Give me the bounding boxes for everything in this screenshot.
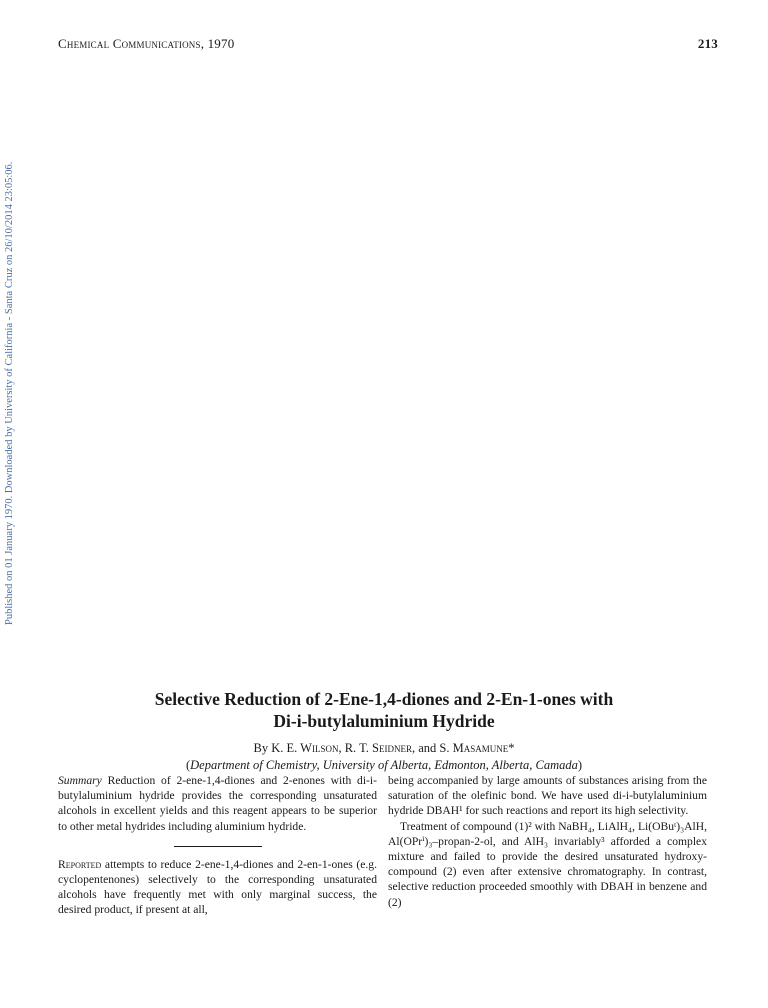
summary-paragraph — [58, 773, 377, 834]
body-paragraph-1 — [58, 857, 377, 918]
title-block — [0, 688, 768, 774]
summary-divider — [174, 846, 262, 847]
summary-label: Summary — [58, 774, 102, 787]
body-paragraph-2: Treatment of compound (1)² with NaBH₄, LiAlH₄, Li(OBuᵗ)₃AlH, Al(OPrⁱ)₃–propan-2-ol, and AlH₃ invariably³ afforded a complex mixture and failed to provide the desired unsaturated hydroxy-compound (2) even after extensive chromatography. In contrast, selective reduction proceeded smoothly with DBAH in benzene and (2) — [388, 819, 707, 909]
title-line-1: Selective Reduction of 2-Ene-1,4-diones and 2-En-1-ones with — [154, 689, 614, 709]
summary-text: Reduction of 2-ene-1,4-diones and 2-enones with di-i-butylaluminium hydride provides the corresponding unsaturated alcohols in excellent yields and this reagent appears to be superior to other metal hydrides including aluminium hydride. — [58, 774, 377, 833]
author-separator: , and — [411, 741, 440, 755]
affiliation — [0, 757, 768, 774]
running-header — [58, 36, 718, 52]
left-column — [58, 773, 377, 918]
author-wilson: K. E. Wilson — [271, 741, 339, 755]
article-title — [0, 688, 768, 732]
author-seidner: R. T. Seidner — [344, 741, 412, 755]
author-masamune: S. Masamune* — [439, 741, 515, 755]
body-paragraph-1-continued: being accompanied by large amounts of substances arising from the saturation of the olefinic bond. We have used di-i-butylaluminium hydride DBAH¹ for such reactions and report its high selectivity. — [388, 774, 707, 818]
affiliation-text: Department of Chemistry, University of Alberta, Edmonton, Alberta, Camada — [190, 758, 578, 772]
journal-name: Chemical Communications, 1970 — [58, 36, 235, 51]
body-text-left: attempts to reduce 2-ene-1,4-diones and 2-en-1-ones (e.g. cyclopentenones) selectively to the corresponding unsaturated alcohols have frequently met with only marginal success, the desired product, if present at all, — [58, 857, 377, 917]
lead-word: Reported — [58, 857, 102, 871]
by-label: By — [253, 741, 272, 755]
affiliation-open-paren: ( — [185, 758, 191, 772]
author-line — [0, 740, 768, 757]
author-separator: , — [338, 741, 345, 755]
page-number: 213 — [697, 36, 718, 51]
download-notice: Published on 01 January 1970. Downloaded by University of California - Santa Cruz on 26/10/2014 23:05:06. — [4, 161, 15, 625]
affiliation-close-paren: ) — [577, 758, 583, 772]
title-line-2: Di-i-butylaluminium Hydride — [273, 711, 495, 731]
right-column — [388, 773, 707, 910]
